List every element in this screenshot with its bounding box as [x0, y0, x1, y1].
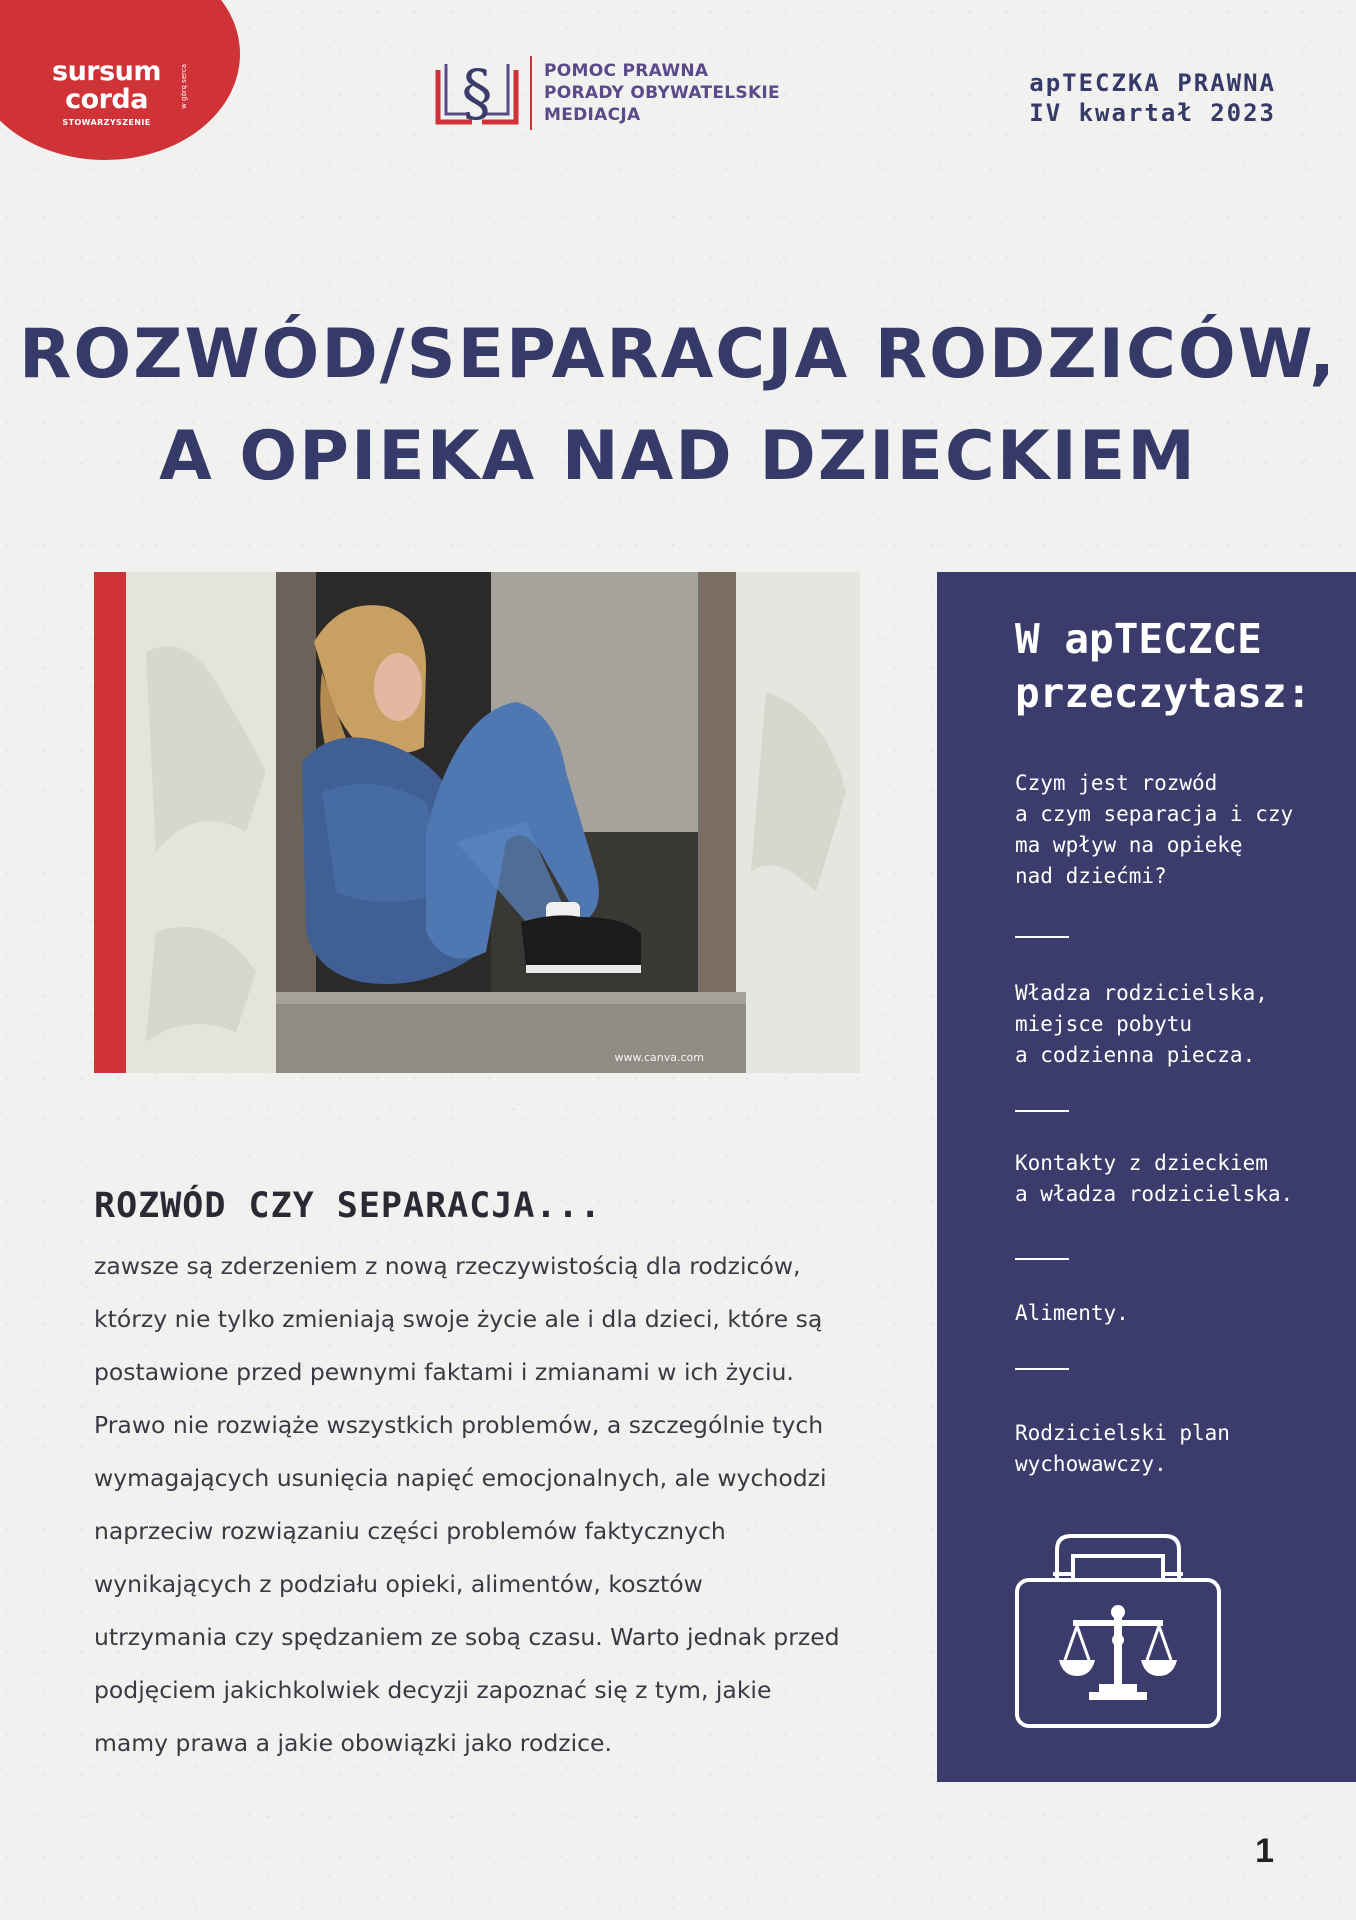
contents-item-line: Rodzicielski plan — [1015, 1421, 1230, 1445]
body-line: wynikających z podziału opieki, alimentów, kosztów — [94, 1570, 703, 1598]
page-number: 1 — [1255, 1832, 1274, 1870]
contents-item-divorce — [1015, 768, 1315, 892]
paragraph-book-icon — [432, 52, 522, 134]
title-line-1: ROZWÓD/SEPARACJA RODZICÓW, — [19, 315, 1337, 394]
header-line-2: PORADY OBYWATELSKIE — [544, 83, 780, 103]
issue-label — [1029, 68, 1276, 128]
header-divider — [530, 56, 532, 130]
contents-item-line: a władza rodzicielska. — [1015, 1182, 1294, 1206]
header-line-1: POMOC PRAWNA — [544, 61, 709, 81]
title-line-2: A OPIEKA NAD DZIECKIEM — [159, 417, 1197, 496]
contents-item-line: Alimenty. — [1015, 1301, 1129, 1325]
contents-title-line-1: W apTECZCE — [1015, 615, 1262, 663]
contents-divider — [1015, 936, 1069, 938]
contents-item-contacts — [1015, 1148, 1315, 1210]
contents-item-line: ma wpływ na opiekę — [1015, 833, 1243, 857]
contents-panel — [937, 572, 1356, 1782]
header-line-3: MEDIACJA — [544, 105, 641, 125]
contents-item-line: miejsce pobytu — [1015, 1012, 1193, 1036]
legal-briefcase-icon — [1013, 1532, 1223, 1732]
header-services — [544, 60, 780, 126]
body-line: zawsze są zderzeniem z nową rzeczywistością dla rodziców, — [94, 1252, 801, 1280]
page-title — [0, 304, 1356, 508]
contents-divider — [1015, 1110, 1069, 1112]
logo-subtitle: STOWARZYSZENIE — [62, 118, 151, 127]
contents-item-line: a codzienna piecza. — [1015, 1043, 1256, 1067]
contents-item-alimony — [1015, 1298, 1315, 1329]
body-line: naprzeciw rozwiązaniu części problemów faktycznych — [94, 1517, 726, 1545]
contents-item-parental-authority — [1015, 978, 1315, 1071]
section-body — [94, 1240, 874, 1770]
body-line: mamy prawa a jakie obowiązki jako rodzice. — [94, 1729, 612, 1757]
logo-word-1: sursum — [52, 56, 162, 87]
contents-item-line: Władza rodzicielska, — [1015, 981, 1268, 1005]
logo-word-2: corda — [65, 84, 148, 115]
photo-credit: www.canva.com — [614, 1051, 704, 1064]
contents-item-line: a czym separacja i czy — [1015, 802, 1294, 826]
body-line: wymagających usunięcia napięć emocjonalnych, ale wychodzi — [94, 1464, 827, 1492]
svg-text:§: § — [461, 56, 493, 129]
logo-side-text: w górę serca — [180, 64, 188, 109]
photo-accent-bar — [94, 572, 126, 1073]
legal-aid-header — [432, 52, 780, 134]
section-heading: ROZWÓD CZY SEPARACJA... — [94, 1186, 602, 1226]
body-line: którzy nie tylko zmieniają swoje życie ale i dla dzieci, które są — [94, 1305, 823, 1333]
contents-item-parenting-plan — [1015, 1418, 1315, 1480]
logo-text — [52, 58, 161, 127]
contents-title-line-2: przeczytasz: — [1015, 669, 1312, 717]
body-line: utrzymania czy spędzaniem ze sobą czasu. Warto jednak przed — [94, 1623, 840, 1651]
body-line: Prawo nie rozwiąże wszystkich problemów, a szczególnie tych — [94, 1411, 824, 1439]
contents-title — [1015, 612, 1311, 720]
issue-quarter: IV kwartał 2023 — [1029, 99, 1276, 127]
contents-item-line: nad dziećmi? — [1015, 864, 1167, 888]
contents-divider — [1015, 1368, 1069, 1370]
contents-item-line: Czym jest rozwód — [1015, 771, 1218, 795]
sad-child-photo — [126, 572, 860, 1073]
issue-title: apTECZKA PRAWNA — [1029, 69, 1276, 97]
contents-divider — [1015, 1258, 1069, 1260]
body-line: podjęciem jakichkolwiek decyzji zapoznać się z tym, jakie — [94, 1676, 772, 1704]
contents-item-line: wychowawczy. — [1015, 1452, 1167, 1476]
body-line: postawione przed pewnymi faktami i zmianami w ich życiu. — [94, 1358, 794, 1386]
contents-item-line: Kontakty z dzieckiem — [1015, 1151, 1268, 1175]
